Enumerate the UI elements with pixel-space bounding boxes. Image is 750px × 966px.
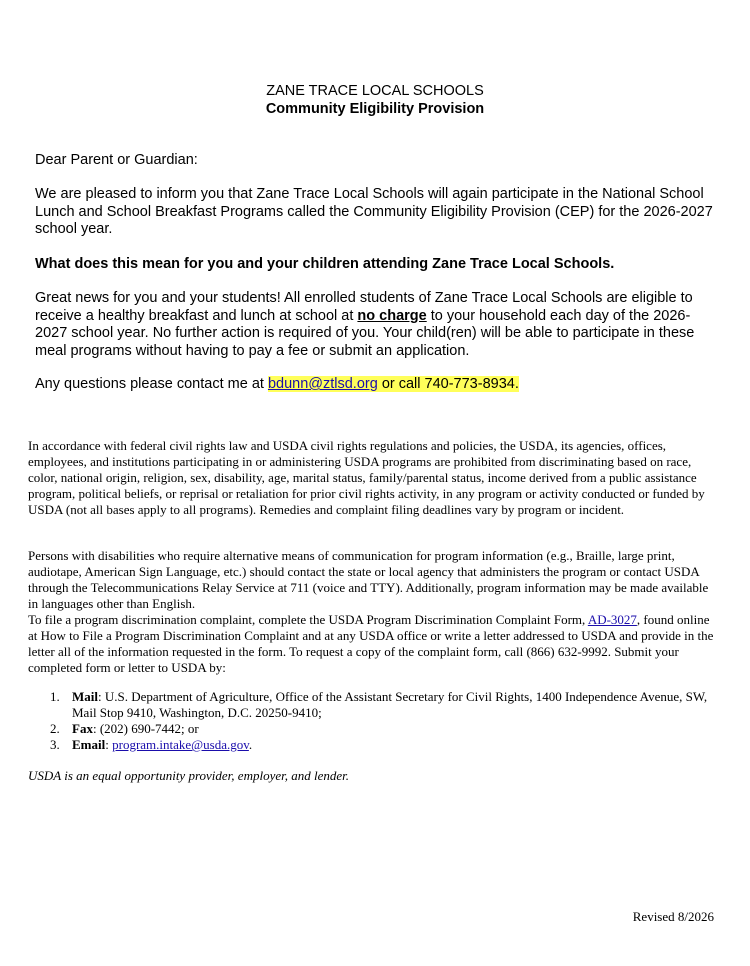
contact-highlight (268, 376, 519, 392)
list-number: 1. (50, 689, 60, 704)
news-text-start: Great news for you and your students! All enrolled students of Zane Trace Local Schools are eligible to receive a healthy breakfast and lunch at school at (35, 290, 693, 324)
contact-text-start: Any questions please contact me at (35, 376, 268, 392)
list-item (28, 737, 718, 753)
letter-intro (35, 186, 715, 239)
mail-text: : U.S. Department of Agriculture, Office of the Assistant Secretary for Civil Rights, 1400 Independence Avenue, SW, Mail Stop 9410, Washington, D.C. 20250-9410; (72, 689, 708, 720)
greeting-text: Dear Parent or Guardian: (35, 152, 198, 168)
legal-text-1: In accordance with federal civil rights law and USDA civil rights regulations and policies, the USDA, its agencies, offices, employees, and institutions participating in or administering USDA programs are prohibited from discriminating based on race, color, national origin, religion, sex, disability, age, marital status, family/parental status, income derived from a public assistance program, political beliefs, or reprisal or retaliation for prior civil rights activity, in any program or activity conducted or funded by USDA (not all bases apply to all programs). Remedies and complaint filing deadlines vary by program or incident. (28, 438, 705, 517)
usda-email-link[interactable]: program.intake@usda.gov (112, 737, 249, 752)
legal-text-3 (28, 612, 718, 676)
list-item (28, 721, 718, 737)
news-text-end: to your household each day of the 2026-2027 school year. No further action is required of you. Your child(ren) will be able to participate in these meal programs without having to pay a fee or submit an application. (35, 307, 695, 359)
news-paragraph (35, 290, 715, 360)
disabilities-paragraph (28, 548, 718, 612)
letter-question-heading (35, 256, 715, 274)
legal-text-2: Persons with disabilities who require alternative means of communication for program information (e.g., Braille, large print, audiotape, American Sign Language, etc.) should contact the state or local agency that administers the program or contact USDA through the Telecommunications Relay Service at 711 (voice and TTY). Additionally, program information may be made available in languages other than English. (28, 548, 709, 611)
mail-label: Mail (72, 689, 98, 704)
complaint-text-start: To file a program discrimination complaint, complete the USDA Program Discrimination Complaint Form, (28, 612, 588, 627)
list-number: 3. (50, 737, 60, 752)
fax-text: : (202) 690-7442; or (92, 721, 199, 736)
letter-news (35, 290, 715, 360)
contact-phone-text: or call 740-773-8934. (377, 376, 519, 392)
submission-methods-list (28, 689, 718, 753)
fax-label: Fax (72, 721, 93, 736)
letter-contact (35, 376, 715, 394)
list-item (28, 689, 718, 721)
contact-email-link[interactable]: bdunn@ztlsd.org (267, 376, 378, 392)
question-text: What does this mean for you and your children attending Zane Trace Local Schools. (35, 256, 615, 272)
district-name: ZANE TRACE LOCAL SCHOOLS (266, 83, 484, 99)
document-header (0, 82, 750, 118)
revision-date: Revised 8/2026 (632, 909, 714, 924)
email-label: Email (72, 737, 106, 752)
contact-paragraph (35, 376, 715, 394)
email-trailing: . (248, 737, 253, 752)
equal-opportunity-statement (28, 768, 718, 784)
document-title: Community Eligibility Provision (265, 101, 485, 117)
nondiscrimination-paragraph (28, 438, 718, 518)
complaint-paragraph (28, 612, 718, 676)
intro-text: We are pleased to inform you that Zane Trace Local Schools will again participate in the National School Lunch and School Breakfast Programs called the Community Eligibility Provision (CEP) for the 2026-2027 school year. (35, 186, 713, 237)
closing-text: USDA is an equal opportunity provider, employer, and lender. (28, 768, 349, 783)
no-charge-emphasis: no charge (357, 307, 427, 324)
ad-3027-link[interactable]: AD-3027 (587, 612, 637, 627)
email-text: : (105, 737, 113, 752)
list-number: 2. (50, 721, 60, 736)
complaint-text-end: , found online at How to File a Program Discrimination Complaint and at any USDA office or write a letter addressed to USDA and provide in the letter all of the information requested in the form. To request a copy of the complaint form, call (866) 632-9992. Submit your completed form or letter to USDA by: (28, 612, 714, 675)
letter-greeting (35, 152, 715, 170)
